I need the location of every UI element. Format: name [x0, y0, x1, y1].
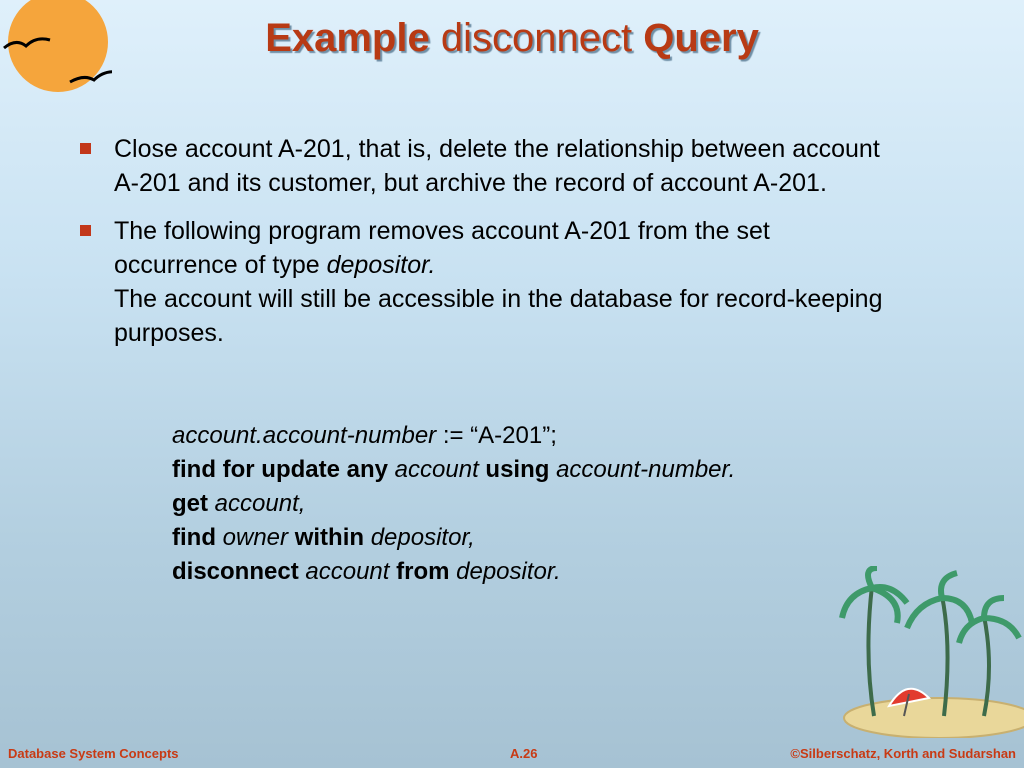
- code-italic: account-number.: [556, 456, 736, 483]
- bullet-text-1: Close account A-201, that is, delete the relationship between account A-201 and its customer, but archive the record of account A-201.: [114, 135, 880, 197]
- bullet-item-2: [80, 214, 900, 350]
- bullet-item-1: [80, 132, 900, 200]
- code-italic: account.account-number: [172, 422, 437, 449]
- title-part-1: Example: [265, 16, 430, 60]
- code-keyword: using: [485, 456, 550, 483]
- code-keyword: from: [396, 558, 450, 585]
- code-keyword: find: [172, 524, 216, 551]
- code-italic: account: [394, 456, 479, 483]
- code-line-4: [172, 521, 735, 555]
- bullet-text-2b: The account will still be accessible in the database for record-keeping purposes.: [114, 285, 883, 347]
- code-keyword: within: [294, 524, 365, 551]
- bullet-list: [80, 132, 900, 364]
- code-italic: owner: [222, 524, 289, 551]
- code-line-5: [172, 555, 735, 589]
- bullet-text-2-italic: depositor.: [326, 251, 436, 279]
- slide-title: [0, 16, 1024, 61]
- footer-page-number: A.26: [510, 746, 538, 761]
- code-keyword: find for update any: [172, 456, 388, 483]
- footer-copyright: ©Silberschatz, Korth and Sudarshan: [790, 746, 1016, 761]
- code-line-2: [172, 453, 735, 487]
- code-italic: account: [305, 558, 390, 585]
- code-italic: depositor,: [370, 524, 475, 551]
- code-italic: account,: [214, 490, 306, 517]
- code-text: := “A-201”;: [436, 422, 557, 449]
- code-line-1: [172, 419, 735, 453]
- code-keyword: get: [172, 490, 208, 517]
- code-italic: depositor.: [456, 558, 561, 585]
- footer-course: Database System Concepts: [8, 746, 179, 761]
- title-part-2: disconnect: [440, 16, 633, 60]
- bullet-text-2a: The following program removes account A-201 from the set occurrence of type: [114, 217, 770, 279]
- title-part-3: Query: [643, 16, 759, 60]
- code-block: [172, 419, 735, 589]
- bullet-square-icon: [80, 143, 91, 154]
- palm-island-decoration: [834, 566, 1024, 738]
- code-keyword: disconnect: [172, 558, 299, 585]
- bullet-square-icon: [80, 225, 91, 236]
- code-line-3: [172, 487, 735, 521]
